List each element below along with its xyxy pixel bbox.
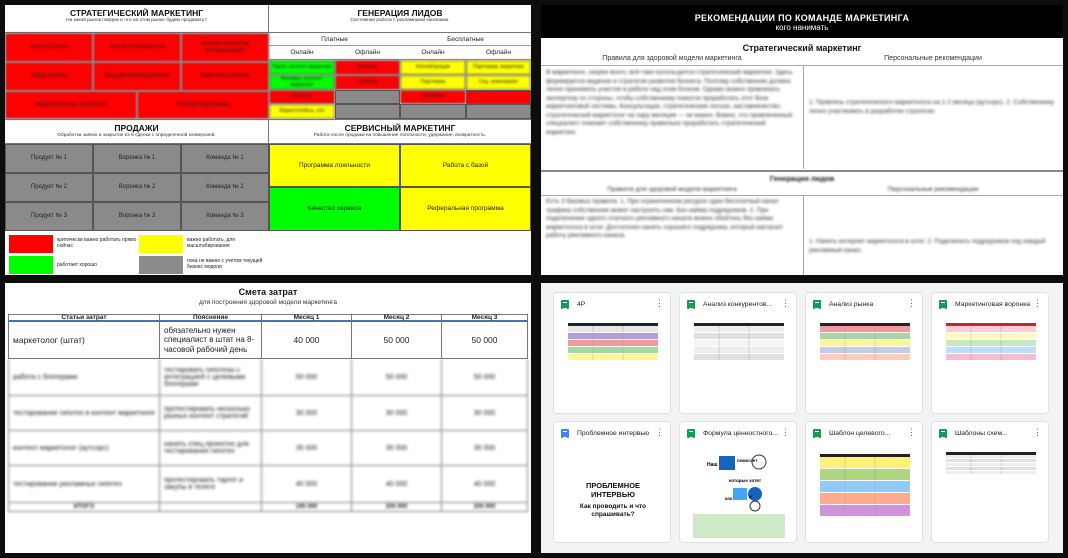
sheet-preview [941,448,1041,540]
table-cell[interactable]: 40 000 [442,466,528,503]
service-cell[interactable]: Реферальная программа [400,187,531,231]
channel-cell[interactable]: Контекст [269,90,335,104]
table-total-cell[interactable]: 205 000 [352,503,442,512]
strategic-cell[interactable]: Продуктовый маркетинг [93,62,181,91]
personal-text: 1. Привлечь стратегического маркетолога на 1-2 месяца (аутсорс). 2. Собственнику лично участвовать в разработке стратегии. [809,99,1055,115]
column-header: Персональные рекомендации [887,186,979,193]
table-cell[interactable]: 30 000 [442,396,528,431]
recommendations-header [541,5,1063,38]
channel-cell[interactable]: Маркетплейсы, сео [269,104,335,119]
channel-cell[interactable]: Соц. инженеринг [466,75,531,90]
formula-word: как [725,496,733,501]
legend-swatch-yellow [139,235,183,253]
divider [541,170,1063,172]
service-subtitle: Работа после продажи на повышение лояльности, удержание, возвратность. [313,133,487,138]
column-header: Правила для здоровой модели маркетинга [607,186,737,193]
sales-cell[interactable]: Команда № 1 [181,144,269,173]
formula-word: Наш [707,462,718,468]
file-card[interactable] [553,292,671,414]
channel-cell[interactable] [335,90,400,104]
table-cell[interactable]: 30 000 [262,396,352,431]
channel-cell[interactable]: Блогеры [335,60,400,75]
file-card[interactable] [931,292,1049,414]
table-cell[interactable]: тестирование гипотез в контент маркетинге [8,396,160,431]
leadgen-subtitle: Системная работа с рекламными каналами. [350,18,450,23]
column-header: Правила для здоровой модели маркетинга [602,55,742,62]
recommendations-subtitle: кого нанимать [775,23,829,32]
budget-sheet [5,283,531,553]
legend-text: работает хорошо [57,262,97,268]
sales-cell[interactable]: Продукт № 1 [5,144,93,173]
file-card[interactable] [805,292,923,414]
legend-swatch-red [9,235,53,253]
legend-swatch-green [9,256,53,274]
file-card[interactable] [805,421,923,543]
budget-table [8,314,528,550]
table-cell[interactable]: 50 000 [442,359,528,396]
file-thumbnail [941,448,1041,540]
table-header-cell[interactable]: Пояснение [160,314,262,322]
offline-label: Офлайн [335,46,400,60]
more-vert-icon[interactable]: ⋮ [1033,298,1042,308]
sales-header [5,119,269,144]
section-title: Генерация лидов [769,174,835,183]
file-thumbnail [563,448,663,540]
divider [541,65,1063,66]
file-card[interactable] [679,421,797,543]
table-total-cell[interactable]: 195 000 [262,503,352,512]
table-cell[interactable]: маркетолог (штат) [8,322,160,359]
file-card-header [680,293,797,315]
file-card-header [554,422,671,444]
strategic-subtitle: На какой рынок пойдем и что на этом рынке будем продавать? [66,18,207,23]
sales-cell[interactable]: Команда № 2 [181,173,269,202]
channel-cell[interactable] [400,104,466,119]
sales-title: ПРОДАЖИ [114,123,159,133]
service-cell[interactable]: Работа с базой [400,144,531,187]
divider [803,65,804,169]
more-vert-icon[interactable]: ⋮ [781,298,790,308]
channel-cell[interactable]: Коллаборации [400,60,466,75]
sales-cell[interactable]: Команда № 3 [181,202,269,231]
table-cell[interactable]: 50 000 [352,322,442,359]
sheet-preview [689,319,789,411]
table-cell[interactable]: 40 000 [262,466,352,503]
channel-cell[interactable] [466,90,531,104]
recommendations-doc [541,5,1063,275]
formula-word: и [749,494,752,499]
sales-cell[interactable]: Воронка № 1 [93,144,181,173]
sheets-icon [813,300,821,309]
table-cell[interactable]: 40 000 [262,322,352,359]
legend-text: важно работать, для масштабирования [187,237,235,249]
table-cell[interactable]: 50 000 [352,359,442,396]
sales-subtitle: Обработка заявок и закрытие их в сделки с определенной конверсией. [57,133,216,138]
marketing-system-board [5,5,531,275]
rules-text: В маркетинге, скорее всего, всё-таки используется стратегический маркетинг. Здесь формируется видение и стратегия развития бизнеса. Поэтому собственник должен лично принимать участие в работе над этим блоком. Однако можно привлекать экспертизу со стороны, чтобы собственнику помогли проработать этот блок маркетинговой системы. Консультации, стратегические сессии, наставничество, стратегический маркетолог на пару месяцев — не важно. Важно, что привлеченный специалист поможет собственнику правильно проработать стратегический маркетинг. [546,69,793,136]
file-title: Анализ рынка [829,300,874,308]
table-cell[interactable]: протестировать таргет и закупы в телеге [160,466,262,503]
interview-thumb-title: ПРОБЛЕМНОЕ ИНТЕРВЬЮ [585,481,641,499]
file-card[interactable] [931,421,1049,543]
paid-label: Платные [269,33,400,46]
interview-thumb-question: Как проводить и что спрашивать? [579,503,647,519]
file-title: Шаблоны схем... [955,429,1008,437]
table-header-cell[interactable]: Месяц 1 [262,314,352,322]
channel-cell[interactable]: Наружка [335,75,400,90]
strategic-title: СТРАТЕГИЧЕСКИЙ МАРКЕТИНГ [69,8,204,18]
file-title: Маркетинговая воронка [955,300,1031,308]
file-card-header [932,293,1049,315]
strategic-header [5,5,269,33]
sheets-icon [687,300,695,309]
file-card-header [680,422,797,444]
sheet-preview [815,319,915,411]
file-card[interactable] [553,421,671,543]
table-cell[interactable]: тестирование рекламных гипотез [8,466,160,503]
table-header-cell[interactable]: Статьи затрат [8,314,160,322]
file-card-header [806,422,923,444]
table-cell[interactable]: 35 000 [442,431,528,466]
file-title: Анализ конкурентов... [703,300,773,308]
online-label: Онлайн [269,46,335,60]
drive-file-grid [541,283,1063,553]
strategic-cell[interactable]: Позиционирование [137,91,269,119]
table-cell[interactable]: тестировать гипотезы с интеграцией с целевыми блогерами [160,359,262,396]
table-header-cell[interactable]: Месяц 3 [442,314,528,322]
sheet-preview [941,319,1041,411]
leadgen-header [269,5,531,33]
docs-icon [561,429,569,438]
strategic-cell[interactable]: Анализ рынка [5,33,93,62]
sales-cell[interactable]: Воронка № 3 [93,202,181,231]
file-title: Проблемное интервью [577,429,650,437]
table-cell[interactable]: 50 000 [442,322,528,359]
more-vert-icon[interactable]: ⋮ [907,427,916,437]
channel-cell[interactable]: Таргет, контент-маркетинг [269,60,335,75]
strategic-cell[interactable]: Анализ конкурентов [93,33,181,62]
budget-subtitle: для построения здоровой модели маркетинга [199,299,337,306]
service-header [269,119,531,144]
personal-text: 1. Нанять интернет маркетолога в штат. 2. Подключить подрядчиков под каждый рекламный канал. [809,238,1046,254]
table-cell[interactable]: протестировать несколько разных контент стратегий [160,396,262,431]
sheets-icon [687,429,695,438]
table-total-cell[interactable]: 205 000 [442,503,528,512]
file-card-header [806,293,923,315]
channel-cell[interactable]: Реклама, контент-маркетинг [269,75,335,90]
divider [541,195,1063,196]
recommendations-title: РЕКОМЕНДАЦИИ ПО КОМАНДЕ МАРКЕТИНГА [694,13,910,23]
sales-cell[interactable]: Продукт № 3 [5,202,93,231]
table-cell[interactable]: обязательно нужен специалист в штат на 8-часовой рабочий день [160,322,262,359]
table-cell[interactable]: контент маркетолог (аутсорс) [8,431,160,466]
channel-cell[interactable] [466,104,531,119]
budget-title: Смета затрат [238,287,298,297]
legend-swatch-grey [139,256,183,274]
file-thumbnail [689,319,789,411]
channel-cell[interactable]: Партнерки [400,75,466,90]
free-label: Бесплатные [400,33,531,46]
strategic-cell[interactable]: Офф-анализ [5,62,93,91]
table-total-cell[interactable]: ИТОГО [8,503,160,512]
leadgen-title: ГЕНЕРАЦИЯ ЛИДОВ [357,8,443,18]
section-title: Стратегический маркетинг [742,43,862,53]
legend-text: пока не важно с учетом текущей бизнес модели [187,258,263,270]
table-cell[interactable]: 35 000 [262,431,352,466]
column-header: Персональные рекомендации [884,55,982,62]
file-card-header [554,293,671,315]
table-cell[interactable]: 35 000 [352,431,442,466]
more-vert-icon[interactable]: ⋮ [907,298,916,308]
rules-text: Есть 3 базовых правила. 1. При ограниченном ресурсе один бесплатный канал трафика собственник может настроить сам. Без найма подрядчиков. 2. При подключении одного платного рекламного канала можно обойтись без найма маркетолога в штат. Достаточно нанять хорошего подрядчика, который настроит работу рекламного канала. [546,198,783,239]
strategic-cell[interactable]: Анализ клиентов (сегментация) [181,33,269,62]
file-thumbnail [815,448,915,540]
file-card-header [932,422,1049,444]
sheet-preview [815,448,915,540]
service-cell[interactable]: Качество сервиса [269,187,400,231]
legend-text: критически важно работать прямо сейчас [57,237,137,249]
channel-cell[interactable]: Партнерки, маркетинг [466,60,531,75]
sheets-icon [813,429,821,438]
more-vert-icon[interactable]: ⋮ [1033,427,1042,437]
strategic-cell[interactable]: Карточка клиента [181,62,269,91]
file-thumbnail [563,319,663,411]
file-thumbnail [941,319,1041,411]
sales-cell[interactable]: Продукт № 2 [5,173,93,202]
table-cell[interactable]: нанять спец.проектно для тестирования гипотез [160,431,262,466]
online-label: Онлайн [400,46,466,60]
offline-label: Офлайн [466,46,531,60]
more-vert-icon[interactable]: ⋮ [781,427,790,437]
formula-word: помогает [737,458,758,463]
table-cell[interactable]: 40 000 [352,466,442,503]
sheets-icon [939,300,947,309]
table-header-cell[interactable]: Месяц 2 [352,314,442,322]
service-title: СЕРВИСНЫЙ МАРКЕТИНГ [344,123,456,133]
service-cell[interactable]: Программа лояльности [269,144,400,187]
more-vert-icon[interactable]: ⋮ [655,427,664,437]
table-cell[interactable]: 30 000 [352,396,442,431]
table-cell[interactable]: работа с блогерами [8,359,160,396]
channel-cell[interactable] [335,104,400,119]
file-title: Формула ценностного... [703,429,779,437]
file-title: 4P [577,300,586,308]
file-title: Шаблон целевого... [829,429,891,437]
divider [803,195,804,275]
table-cell[interactable]: 50 000 [262,359,352,396]
formula-word: которые хотят [729,478,762,483]
file-thumbnail [815,319,915,411]
file-thumbnail [689,448,789,540]
channel-cell[interactable]: Сарафан [400,90,466,104]
sales-cell[interactable]: Воронка № 2 [93,173,181,202]
sheet-preview [563,319,663,411]
more-vert-icon[interactable]: ⋮ [655,298,664,308]
strategic-cell[interactable]: Маркетинговая стратегия [5,91,137,119]
sheets-icon [939,429,947,438]
file-card[interactable] [679,292,797,414]
table-total-cell[interactable] [160,503,262,512]
sheets-icon [561,300,569,309]
